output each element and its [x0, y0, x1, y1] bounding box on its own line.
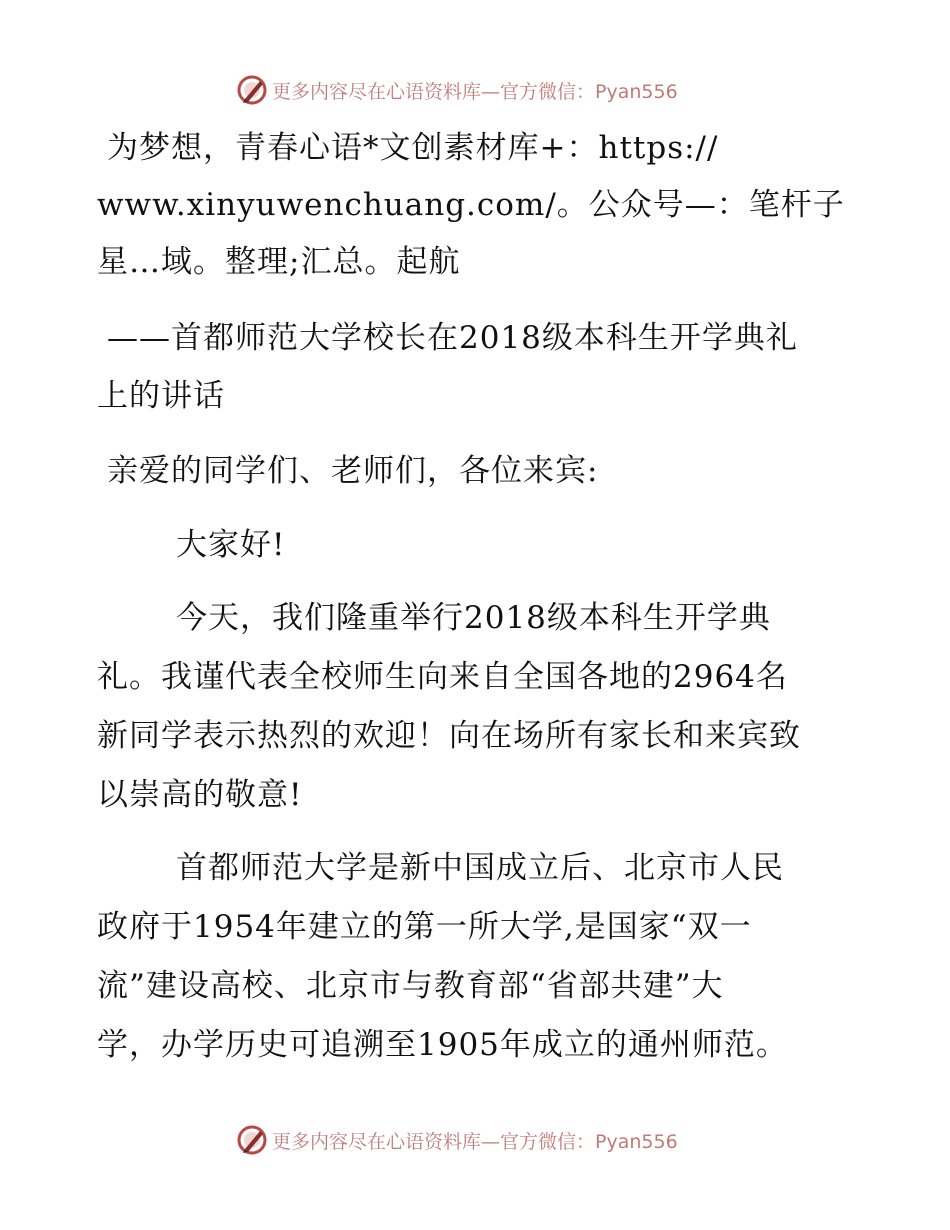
paragraph-1-line-4: 以崇高的敬意!: [97, 777, 303, 813]
paragraph-2-line-1: 首都师范大学是新中国成立后、北京市人民: [176, 850, 784, 886]
paragraph-2-line-2: 政府于1954年建立的第一所大学,是国家“双一: [97, 909, 752, 945]
header-banner: [236, 72, 678, 108]
paragraph-1-line-1: 今天，我们隆重举行2018级本科生开学典: [176, 600, 771, 636]
header-banner-text: 更多内容尽在心语资料库—官方微信：Pyan556: [272, 80, 678, 103]
footer-banner-text: 更多内容尽在心语资料库—官方微信：Pyan556: [272, 1130, 678, 1153]
doc-line-1: 为梦想，青春心语*文创素材库+：https://: [107, 130, 719, 166]
salutation: 亲爱的同学们、老师们，各位来宾:: [107, 453, 599, 489]
doc-line-2: www.xinyuwenchuang.com/。公众号—：笔杆子: [97, 187, 845, 223]
paragraph-1-line-3: 新同学表示热烈的欢迎！向在场所有家长和来宾致: [97, 718, 801, 754]
paragraph-1-line-2: 礼。我谨代表全校师生向来自全国各地的2964名: [97, 659, 788, 695]
doc-line-3: 星…域。整理;汇总。起航: [97, 244, 461, 280]
speech-subtitle-line-1: ——首都师范大学校长在2018级本科生开学典礼: [107, 320, 798, 356]
footer-banner: [236, 1122, 678, 1158]
paragraph-2-line-4: 学，办学历史可追溯至1905年成立的通州师范。: [97, 1027, 788, 1063]
greeting: 大家好!: [176, 527, 286, 563]
pen-logo-icon: [236, 74, 268, 106]
paragraph-2-line-3: 流”建设高校、北京市与教育部“省部共建”大: [97, 968, 724, 1004]
pen-logo-icon: [236, 1124, 268, 1156]
speech-subtitle-line-2: 上的讲话: [97, 378, 225, 414]
